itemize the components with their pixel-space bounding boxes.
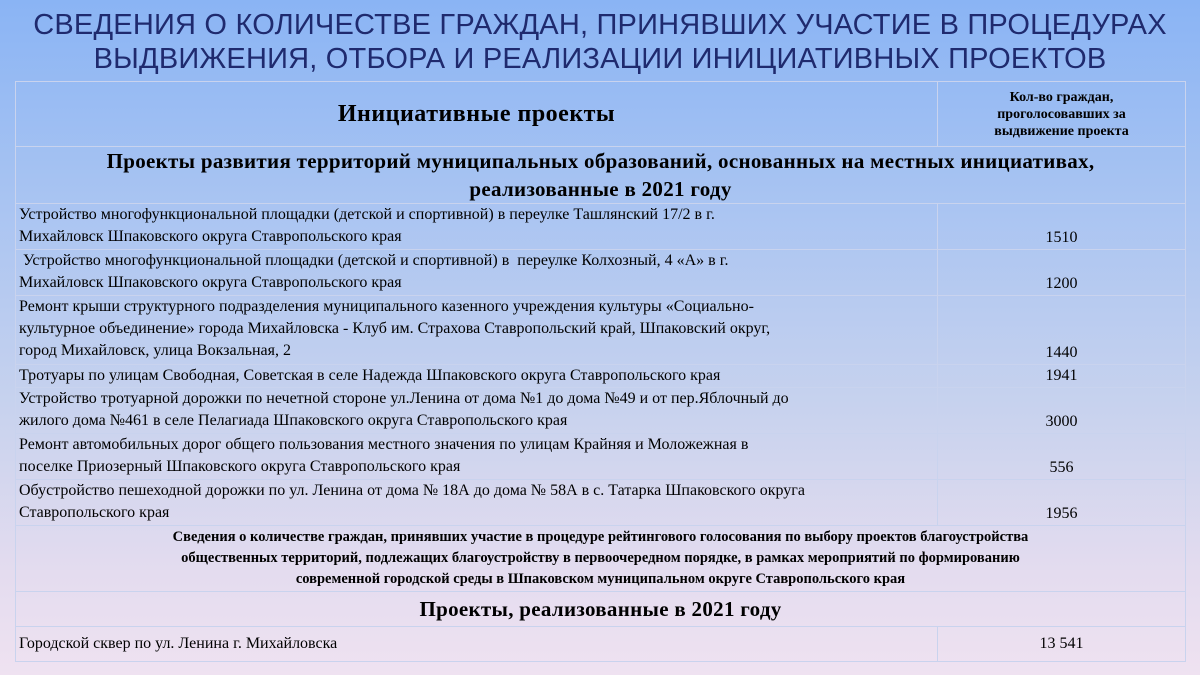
project-name-cell: Городской сквер по ул. Ленина г. Михайловска — [16, 627, 938, 662]
slide-title — [0, 8, 1200, 76]
header-count-cell — [938, 82, 1186, 147]
table-row — [16, 204, 1186, 250]
section-heading-row — [16, 592, 1186, 627]
project-count-cell: 1440 — [938, 296, 1186, 365]
project-name-line: Обустройство пешеходной дорожки по ул. Ленина от дома № 18А до дома № 58А в с. Татарка Шпаковского округа — [19, 482, 805, 499]
project-name-line: Ставропольского края — [19, 504, 170, 521]
project-name-line: культурное объединение» города Михайловска - Клуб им. Страхова Ставропольский край, Шпаковский округ, — [19, 320, 771, 337]
rating-vote-info-line-3: современной городской среды в Шпаковском муниципальном округе Ставропольского края — [295, 571, 906, 587]
project-name-line: Михайловск Шпаковского округа Ставропольского края — [19, 274, 402, 291]
info-row — [16, 526, 1186, 592]
project-name-line: город Михайловск, улица Вокзальная, 2 — [19, 342, 292, 359]
project-name-line: Михайловск Шпаковского округа Ставропольского края — [19, 228, 402, 245]
table-row — [16, 388, 1186, 434]
project-name-cell — [16, 388, 938, 434]
project-name-line: Устройство многофункциональной площадки (детской и спортивной) в переулке Ташлянский 17/2 в г. — [19, 206, 715, 223]
rating-vote-info-line-1: Сведения о количестве граждан, принявших участие в процедуре рейтингового голосования по выбору проектов благоустройства — [172, 529, 1029, 545]
header-projects-label: Инициативные проекты — [337, 100, 616, 127]
projects-table — [15, 81, 1186, 662]
project-name-line: Устройство многофункциональной площадки (детской и спортивной) в переулке Колхозный, 4 «А» в г. — [19, 252, 729, 269]
project-name-cell — [16, 250, 938, 296]
project-count-cell: 1956 — [938, 480, 1186, 526]
section-heading-1-line-2: реализованные в 2021 году — [469, 177, 732, 201]
project-name-line: жилого дома №461 в селе Пелагиада Шпаковского округа Ставропольского края — [19, 412, 568, 429]
project-name-cell — [16, 434, 938, 480]
project-name-line: Тротуары по улицам Свободная, Советская в селе Надежда Шпаковского округа Ставропольского края — [19, 367, 721, 384]
project-name-line: Ремонт автомобильных дорог общего пользования местного значения по улицам Крайняя и Моложежная в — [19, 436, 749, 453]
project-name-line: поселке Приозерный Шпаковского округа Ставропольского края — [19, 458, 461, 475]
project-name-cell — [16, 204, 938, 250]
project-name-cell — [16, 296, 938, 365]
project-name-cell — [16, 365, 938, 388]
table-row — [16, 627, 1186, 662]
table-row — [16, 480, 1186, 526]
project-count-cell: 3000 — [938, 388, 1186, 434]
project-count-cell: 1200 — [938, 250, 1186, 296]
slide-title-line-1: СВЕДЕНИЯ О КОЛИЧЕСТВЕ ГРАЖДАН, ПРИНЯВШИХ УЧАСТИЕ В ПРОЦЕДУРАХ — [33, 9, 1167, 41]
table-row — [16, 296, 1186, 365]
header-count-line-2: проголосовавших за — [997, 106, 1126, 122]
table-row — [16, 434, 1186, 480]
slide-title-line-2: ВЫДВИЖЕНИЯ, ОТБОРА И РЕАЛИЗАЦИИ ИНИЦИАТИВНЫХ ПРОЕКТОВ — [93, 43, 1107, 75]
project-count-cell: 1941 — [938, 365, 1186, 388]
rating-vote-info-line-2: общественных территорий, подлежащих благоустройству в первоочередном порядке, в рамках мероприятий по формированию — [181, 550, 1020, 566]
project-count-cell: 556 — [938, 434, 1186, 480]
project-count-cell: 13 541 — [938, 627, 1186, 662]
section-heading-row — [16, 147, 1186, 204]
table-header-row — [16, 82, 1186, 147]
project-name-line: Ремонт крыши структурного подразделения муниципального казенного учреждения культуры «Социально- — [19, 298, 754, 315]
header-count-line-3: выдвижение проекта — [994, 123, 1129, 139]
project-name-cell — [16, 480, 938, 526]
project-name-line: Устройство тротуарной дорожки по нечетной стороне ул.Ленина от дома №1 до дома №49 и от пер.Яблочный до — [19, 390, 789, 407]
table-row — [16, 250, 1186, 296]
table-row — [16, 365, 1186, 388]
section-heading-1 — [16, 147, 1186, 204]
section-heading-2: Проекты, реализованные в 2021 году — [16, 592, 1186, 627]
project-count-cell: 1510 — [938, 204, 1186, 250]
section-heading-1-line-1: Проекты развития территорий муниципальных образований, основанных на местных инициативах, — [106, 149, 1095, 173]
header-projects-cell — [16, 82, 938, 147]
rating-vote-info — [16, 526, 1186, 592]
header-count-line-1: Кол-во граждан, — [1009, 89, 1114, 105]
